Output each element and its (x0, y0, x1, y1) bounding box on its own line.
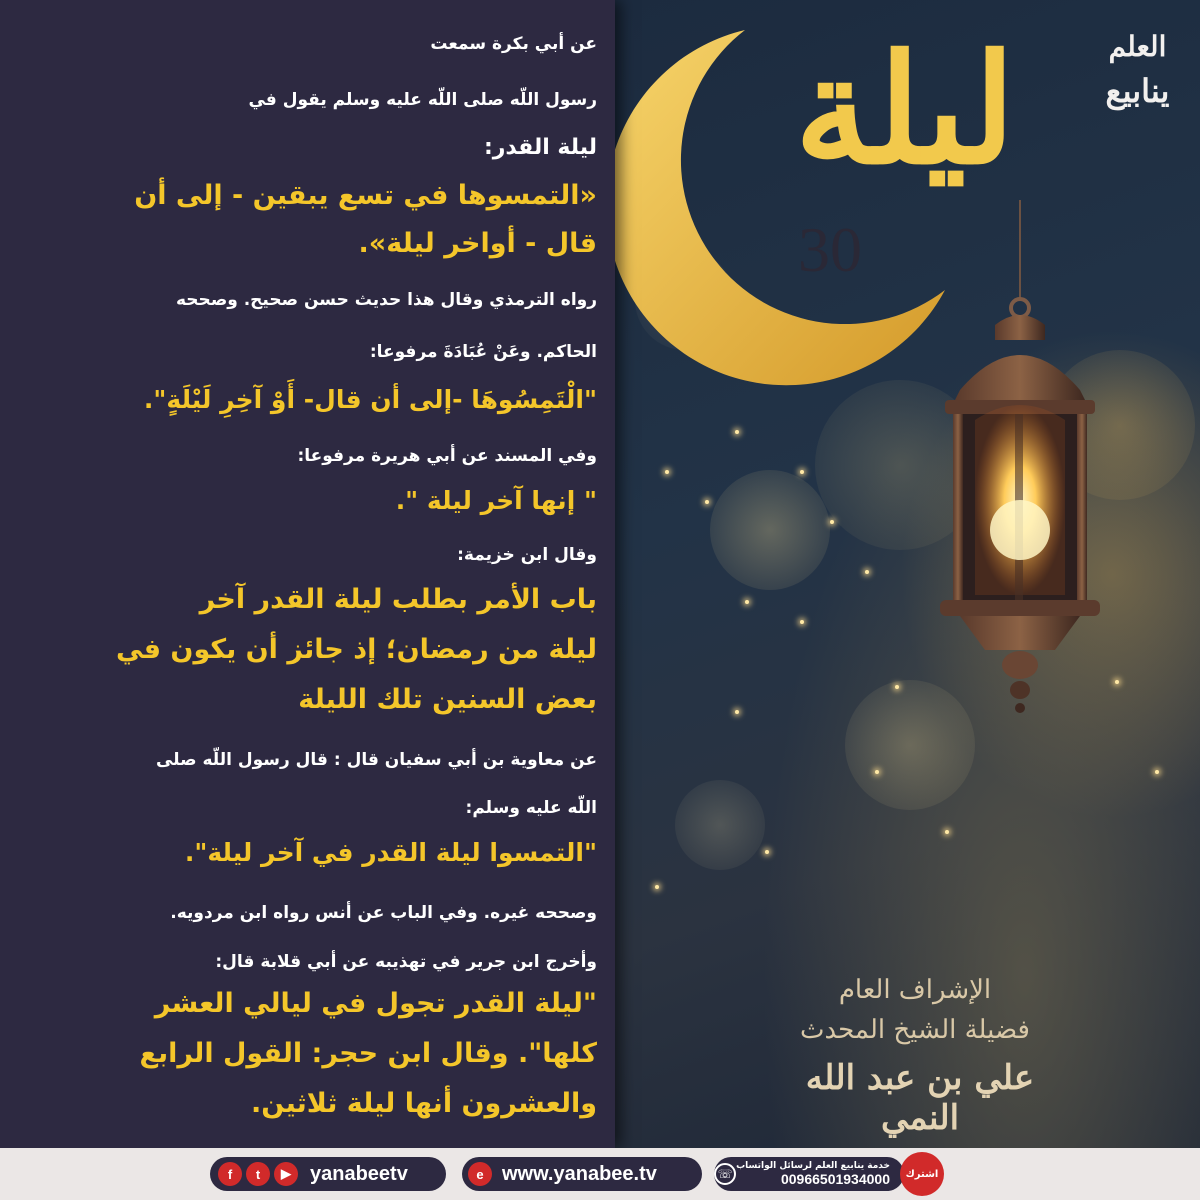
website-url[interactable]: www.yanabee.tv (502, 1162, 657, 1185)
quote-line: باب الأمر بطلب ليلة القدر آخر (199, 584, 597, 615)
sparkle (865, 570, 869, 574)
subscribe-label: اشترك (905, 1168, 939, 1180)
quote-line: " إنها آخر ليلة ". (395, 486, 597, 515)
decorative-panel (615, 0, 1200, 1148)
quote-line: "التمسوا ليلة القدر في آخر ليلة". (184, 838, 597, 867)
quote-line: كلها". وقال ابن حجر: القول الرابع (139, 1038, 597, 1069)
text-line: رسول اللّه صلى اللّه عليه وسلم يقول في (248, 90, 597, 110)
quote-line: "ليلة القدر تجول في ليالي العشر (154, 988, 597, 1019)
bokeh-light (675, 780, 765, 870)
quote-line: «التمسوها في تسع يبقين - إلى أن (134, 180, 597, 211)
whatsapp-number: 00966501934000 (780, 1171, 890, 1187)
sparkle (745, 600, 749, 604)
website-link[interactable] (462, 1157, 702, 1191)
sparkle (735, 710, 739, 714)
text-line: وصححه غيره. وفي الباب عن أنس رواه ابن مردويه. (170, 903, 597, 923)
supervision-label: الإشراف العام (838, 975, 992, 1005)
text-line: وأخرج ابن جرير في تهذيبه عن أبي قلابة قال: (215, 952, 597, 972)
sparkle (665, 470, 669, 474)
subscribe-badge[interactable] (900, 1152, 944, 1196)
text-panel (0, 0, 615, 1148)
youtube-icon[interactable]: ▶ (274, 1162, 298, 1186)
twitter-icon[interactable]: t (246, 1162, 270, 1186)
title-number: 30 (798, 214, 862, 285)
sparkle (875, 770, 879, 774)
quote-line: بعض السنين تلك الليلة (298, 684, 597, 715)
sparkle (1155, 770, 1159, 774)
text-line: ليلة القدر: (483, 135, 597, 160)
quote-line: ليلة من رمضان؛ إذ جائز أن يكون في (116, 634, 597, 665)
social-links (210, 1157, 446, 1191)
facebook-icon[interactable]: f (218, 1162, 242, 1186)
sparkle (765, 850, 769, 854)
sparkle (945, 830, 949, 834)
text-line: الحاكم. وعَنْ عُبَادَةَ مرفوعا: (369, 342, 597, 362)
text-line: رواه الترمذي وقال هذا حديث حسن صحيح. وصححه (176, 290, 597, 310)
lantern-icon (915, 200, 1135, 720)
text-line: عن معاوية بن أبي سفيان قال : قال رسول اللّه صلى (155, 750, 597, 770)
quote-line: "الْتَمِسُوهَا -إلى أن قال- أَوْ آخِرِ لَيْلَةٍ". (143, 385, 597, 414)
social-handle[interactable]: yanabeetv (310, 1162, 408, 1185)
whatsapp-caption: خدمة ينابيع العلم لرسائل الواتساب (736, 1161, 890, 1171)
sparkle (800, 470, 804, 474)
sparkle (655, 885, 659, 889)
text-line: وقال ابن خزيمة: (457, 545, 597, 565)
sparkle (895, 685, 899, 689)
title-word: ليلة (794, 22, 1016, 198)
footer (0, 1148, 1200, 1200)
web-icon: e (468, 1162, 492, 1186)
logo-line1: العلم (1108, 30, 1167, 63)
whatsapp-icon: ☏ (714, 1163, 736, 1185)
sparkle (830, 520, 834, 524)
sparkle (735, 430, 739, 434)
logo (1085, 10, 1190, 160)
quote-line: والعشرون أنها ليلة ثلاثين. (251, 1088, 597, 1119)
text-line: اللّه عليه وسلم: (465, 798, 597, 818)
sheikh-name: علي بن عبد الله النمي (805, 1058, 1035, 1138)
bokeh-light (710, 470, 830, 590)
quote-line: قال - أواخر ليلة». (358, 228, 597, 259)
logo-line2: ينابيع (1105, 72, 1170, 110)
supervision-title: فضيلة الشيخ المحدث (800, 1015, 1030, 1045)
sparkle (800, 620, 804, 624)
text-line: عن أبي بكرة سمعت (430, 34, 597, 54)
whatsapp-service[interactable] (714, 1157, 904, 1191)
sparkle (705, 500, 709, 504)
text-line: وفي المسند عن أبي هريرة مرفوعا: (297, 446, 597, 466)
